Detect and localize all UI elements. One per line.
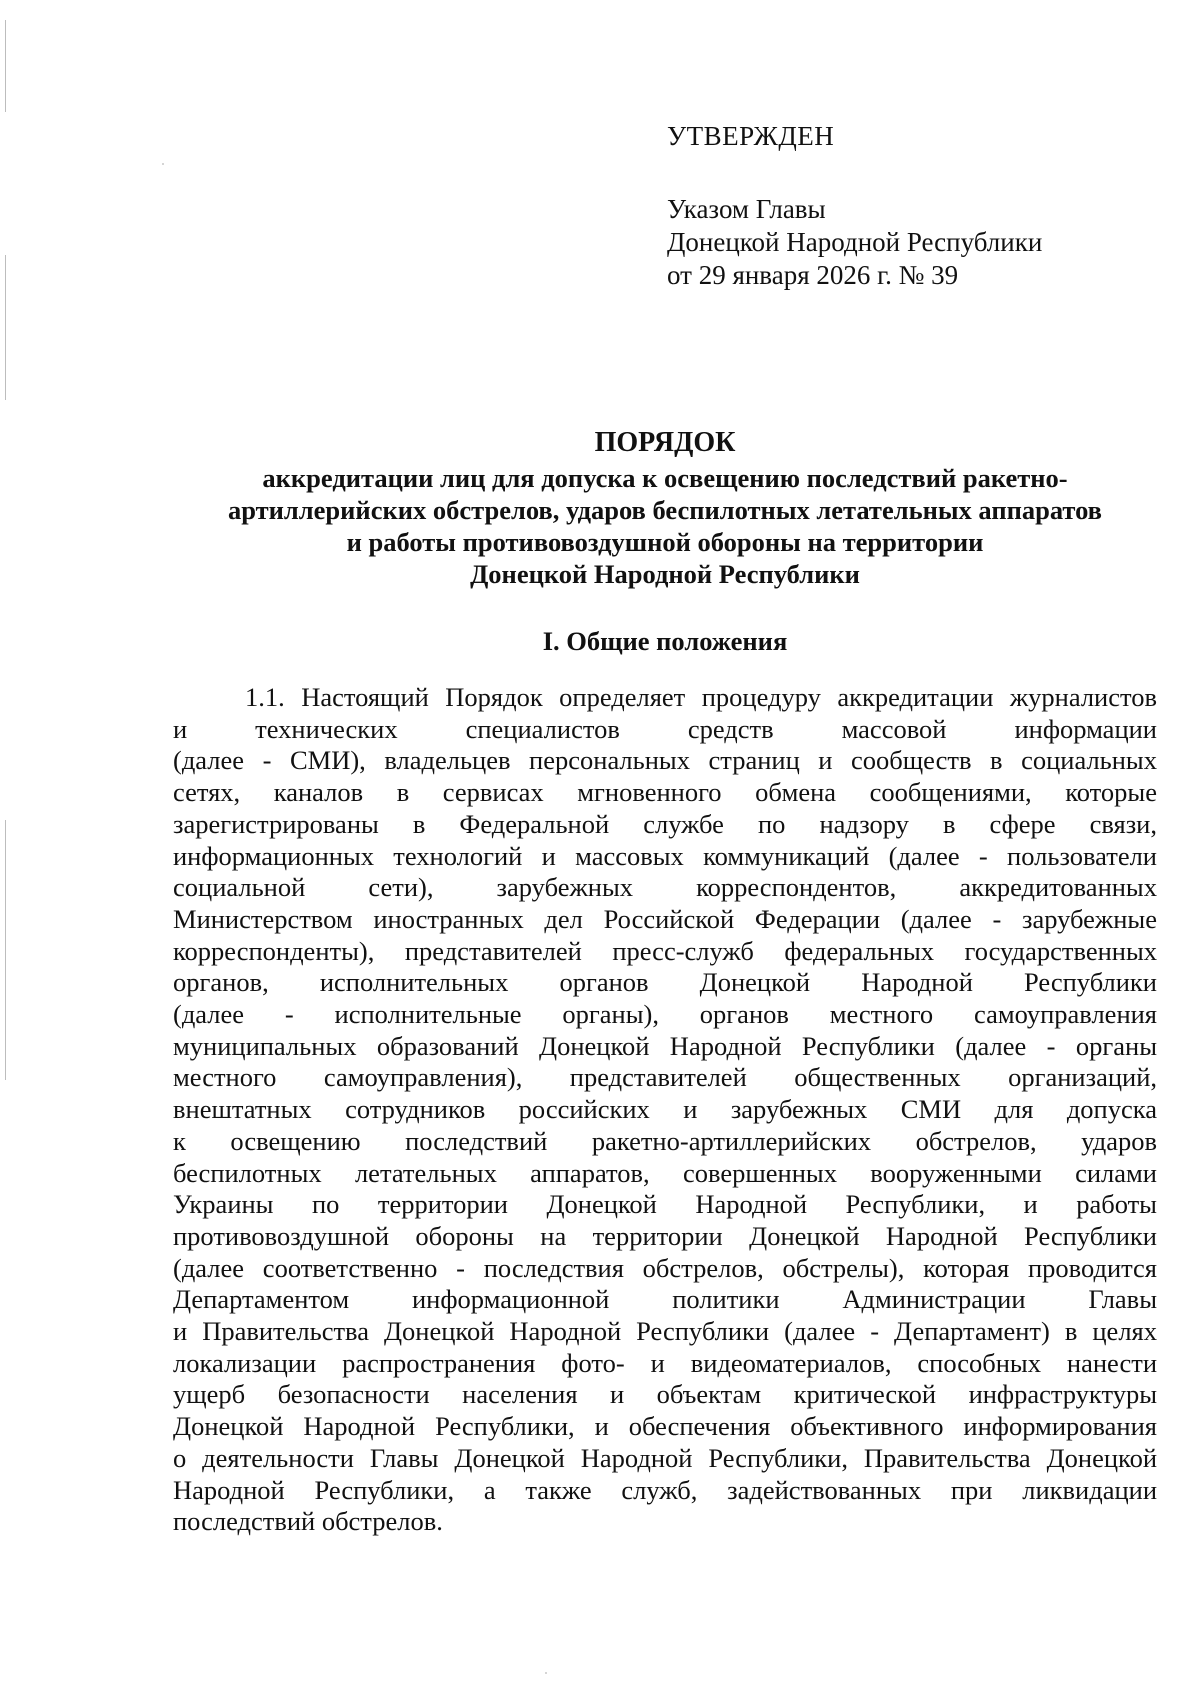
- approval-decree-line: Указом Главы: [667, 194, 826, 224]
- paragraph-line: (далее соответственно - последствия обстрелов, обстрелы), которая проводится: [173, 1252, 1157, 1283]
- scan-edge-mark: [5, 820, 6, 1080]
- paragraph-line: последствий обстрелов.: [173, 1506, 443, 1537]
- paragraph-line: корреспонденты), представителей пресс-служб федеральных государственных: [173, 935, 1157, 966]
- paragraph-line: Украины по территории Донецкой Народной Республики, и работы: [173, 1189, 1157, 1220]
- document-subtitle-line: артиллерийских обстрелов, ударов беспилотных летательных аппаратов: [228, 495, 1102, 525]
- paragraph-line: зарегистрированы в Федеральной службе по надзору в сфере связи,: [173, 808, 1157, 839]
- approval-decree-date: от 29 января 2026 г. № 39: [667, 260, 959, 290]
- document-subtitle-line: и работы противовоздушной обороны на территории: [346, 527, 984, 557]
- paragraph-line: внештатных сотрудников российских и зарубежных СМИ для допуска: [173, 1094, 1157, 1125]
- approval-block: [667, 120, 1127, 292]
- paragraph-line: (далее - исполнительные органы), органов местного самоуправления: [173, 999, 1157, 1030]
- scan-speck: [162, 163, 164, 165]
- paragraph-line: Народной Республики, а также служб, задействованных при ликвидации: [173, 1474, 1157, 1505]
- scan-speck: [545, 1672, 547, 1674]
- document-title: ПОРЯДОК: [594, 427, 736, 458]
- paragraph-line: к освещению последствий ракетно-артиллерийских обстрелов, ударов: [173, 1125, 1157, 1156]
- paragraph-line: и технических специалистов средств массовой информации: [173, 713, 1157, 744]
- paragraph-line: органов, исполнительных органов Донецкой Народной Республики: [173, 967, 1157, 998]
- approval-stamp-word: УТВЕРЖДЕН: [667, 121, 835, 151]
- approval-decree-line: Донецкой Народной Республики: [667, 227, 1043, 257]
- paragraph-line: Донецкой Народной Республики, и обеспечения объективного информирования: [173, 1411, 1157, 1442]
- paragraph-1-1: [173, 682, 1157, 1538]
- paragraph-line: информационных технологий и массовых коммуникаций (далее - пользователи: [173, 840, 1157, 871]
- scan-edge-mark: [5, 255, 6, 400]
- paragraph-line: и Правительства Донецкой Народной Республики (далее - Департамент) в целях: [173, 1316, 1157, 1347]
- paragraph-line: социальной сети), зарубежных корреспондентов, аккредитованных: [173, 872, 1157, 903]
- paragraph-line: местного самоуправления), представителей общественных организаций,: [173, 1062, 1157, 1093]
- paragraph-line: Министерством иностранных дел Российской Федерации (далее - зарубежные: [173, 903, 1157, 934]
- paragraph-line: Департаментом информационной политики Администрации Главы: [173, 1284, 1157, 1315]
- document-subtitle-line: Донецкой Народной Республики: [470, 559, 860, 589]
- paragraph-line: беспилотных летательных аппаратов, совершенных вооруженными силами: [173, 1157, 1157, 1188]
- paragraph-line: противовоздушной обороны на территории Донецкой Народной Республики: [173, 1220, 1157, 1251]
- paragraph-line: (далее - СМИ), владельцев персональных страниц и сообществ в социальных: [173, 745, 1157, 776]
- paragraph-line: ущерб безопасности населения и объектам критической инфраструктуры: [173, 1379, 1157, 1410]
- paragraph-line: сетях, каналов в сервисах мгновенного обмена сообщениями, которые: [173, 777, 1157, 808]
- document-heading: [120, 427, 1200, 590]
- section-title: I. Общие положения: [542, 626, 788, 656]
- paragraph-line: о деятельности Главы Донецкой Народной Республики, Правительства Донецкой: [173, 1442, 1157, 1473]
- paragraph-line: локализации распространения фото- и видеоматериалов, способных нанести: [173, 1347, 1157, 1378]
- scan-edge-mark: [5, 20, 6, 112]
- paragraph-line: муниципальных образований Донецкой Народной Республики (далее - органы: [173, 1030, 1157, 1061]
- document-subtitle-line: аккредитации лиц для допуска к освещению последствий ракетно-: [262, 463, 1068, 493]
- paragraph-line: 1.1. Настоящий Порядок определяет процедуру аккредитации журналистов: [245, 682, 1157, 712]
